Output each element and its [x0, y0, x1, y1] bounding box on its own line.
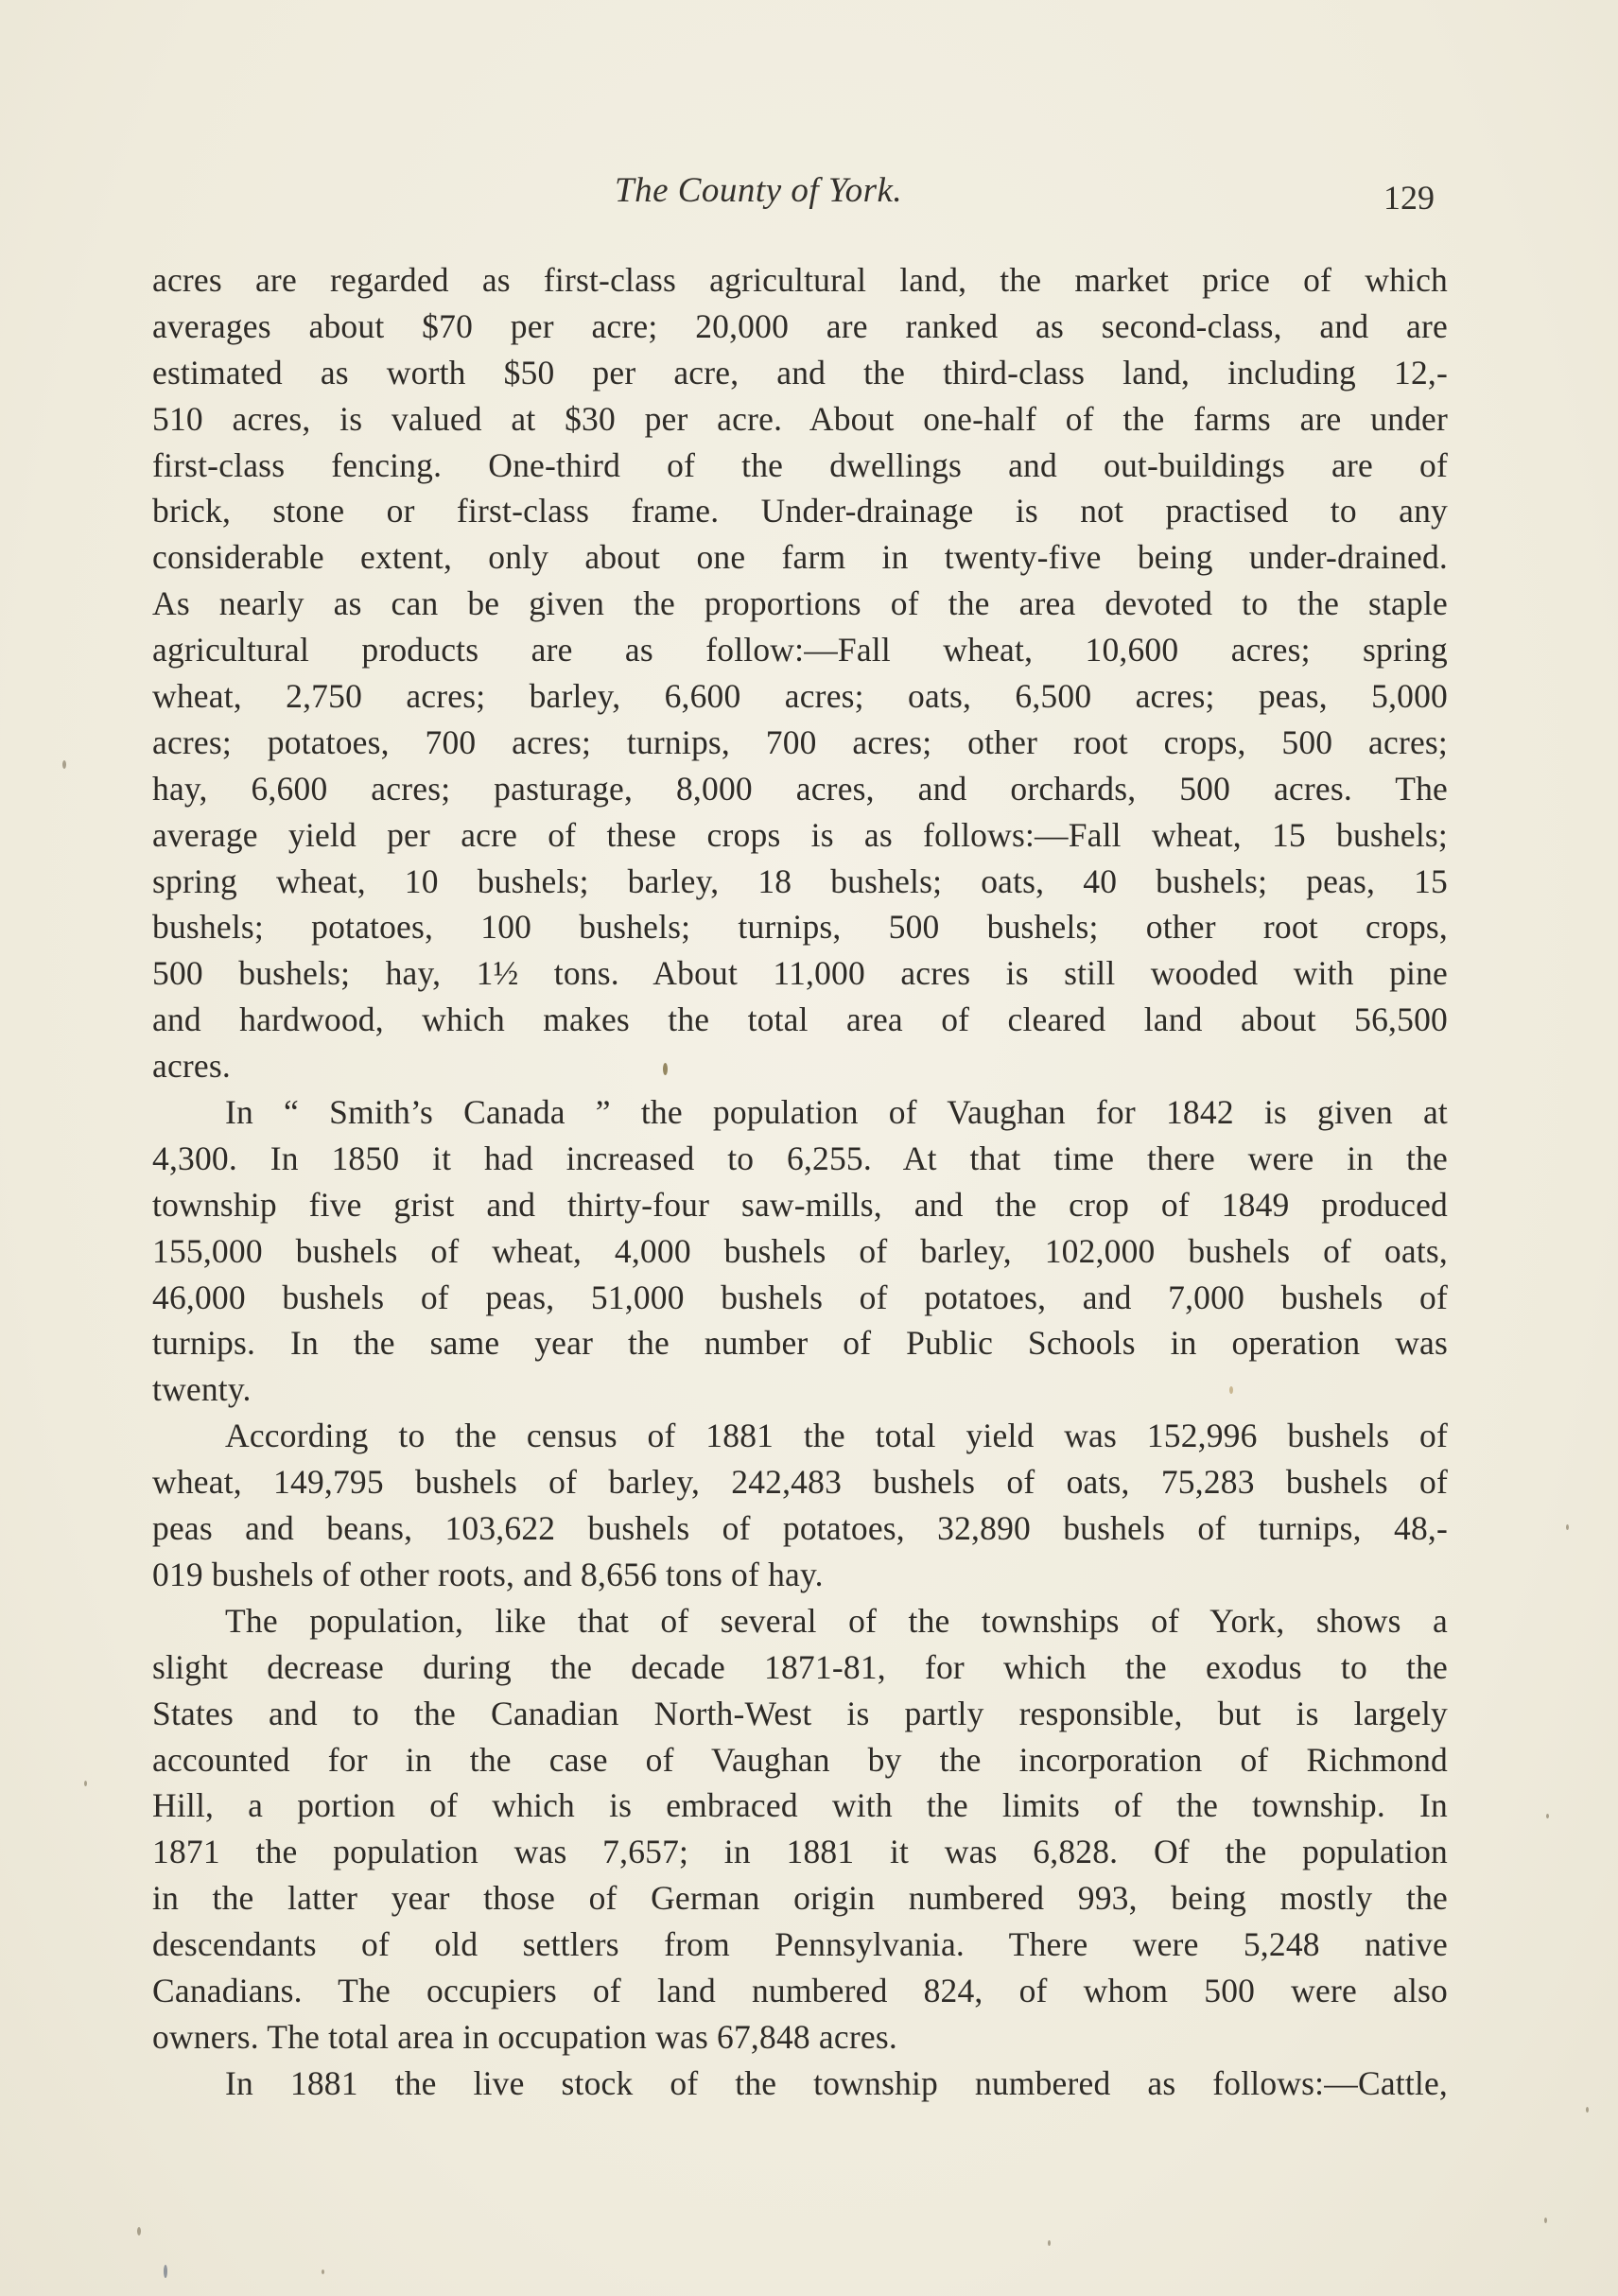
text-line: slight decrease during the decade 1871-81, for which the exodus to the	[152, 1647, 1448, 1686]
page-number: 129	[1383, 179, 1435, 217]
text-line: twenty.	[152, 1370, 252, 1409]
text-line: owners. The total area in occupation was 67,848 acres.	[152, 2017, 897, 2056]
text-line: acres are regarded as first-class agricultural land, the market price of which	[152, 261, 1448, 299]
text-line: brick, stone or first-class frame. Under-drainage is not practised to any	[152, 492, 1448, 531]
text-line: in the latter year those of German origin numbered 993, being mostly the	[152, 1879, 1448, 1918]
text-line: bushels; potatoes, 100 bushels; turnips, 500 bushels; other root crops,	[152, 908, 1448, 947]
text-line: Canadians. The occupiers of land numbered 824, of whom 500 were also	[152, 1971, 1448, 2009]
paper-speck	[164, 2265, 167, 2278]
paragraph-first-line: In “ Smith’s Canada ” the population of Vaughan for 1842 is given at	[225, 1093, 1448, 1132]
paper-speck	[62, 760, 66, 769]
paper-speck	[84, 1781, 87, 1786]
running-title: The County of York.	[615, 171, 903, 210]
paragraph-first-line: In 1881 the live stock of the township numbered as follows:—Cattle,	[225, 2063, 1448, 2102]
paper-speck	[663, 1063, 668, 1075]
running-head	[0, 166, 1618, 223]
text-line: 46,000 bushels of peas, 51,000 bushels of potatoes, and 7,000 bushels of	[152, 1278, 1448, 1316]
text-line: wheat, 2,750 acres; barley, 6,600 acres; oats, 6,500 acres; peas, 5,000	[152, 677, 1448, 716]
text-line: As nearly as can be given the proportions of the area devoted to the staple	[152, 584, 1448, 623]
text-line: 510 acres, is valued at $30 per acre. About one-half of the farms are under	[152, 399, 1448, 438]
text-line: descendants of old settlers from Pennsylvania. There were 5,248 native	[152, 1925, 1448, 1964]
text-line: acres.	[152, 1047, 231, 1086]
paper-speck	[1544, 2218, 1547, 2223]
text-line: accounted for in the case of Vaughan by the incorporation of Richmond	[152, 1740, 1448, 1779]
text-line: agricultural products are as follow:—Fall wheat, 10,600 acres; spring	[152, 631, 1448, 670]
text-line: turnips. In the same year the number of Public Schools in operation was	[152, 1324, 1448, 1363]
paper-speck	[1229, 1386, 1233, 1394]
text-line: 4,300. In 1850 it had increased to 6,255. At that time there were in the	[152, 1139, 1448, 1177]
text-line: estimated as worth $50 per acre, and the third-class land, including 12,-	[152, 353, 1448, 391]
text-line: spring wheat, 10 bushels; barley, 18 bushels; oats, 40 bushels; peas, 15	[152, 861, 1448, 900]
text-line: first-class fencing. One-third of the dwellings and out-buildings are of	[152, 445, 1448, 484]
paper-speck	[1546, 1814, 1549, 1818]
text-line: hay, 6,600 acres; pasturage, 8,000 acres, and orchards, 500 acres. The	[152, 769, 1448, 808]
text-line: 155,000 bushels of wheat, 4,000 bushels of barley, 102,000 bushels of oats,	[152, 1231, 1448, 1270]
text-line: 1871 the population was 7,657; in 1881 it was 6,828. Of the population	[152, 1833, 1448, 1871]
paper-speck	[137, 2227, 141, 2235]
text-line: peas and beans, 103,622 bushels of potatoes, 32,890 bushels of turnips, 48,-	[152, 1509, 1448, 1548]
paper-speck	[1586, 2107, 1589, 2113]
paper-speck	[322, 2270, 324, 2274]
text-line: township five grist and thirty-four saw-mills, and the crop of 1849 produced	[152, 1185, 1448, 1224]
text-line: averages about $70 per acre; 20,000 are ranked as second-class, and are	[152, 306, 1448, 345]
paper-speck	[1566, 1524, 1569, 1530]
text-line: Hill, a portion of which is embraced with the limits of the township. In	[152, 1786, 1448, 1825]
text-line: considerable extent, only about one farm in twenty-five being under-drained.	[152, 538, 1448, 577]
text-line: average yield per acre of these crops is as follows:—Fall wheat, 15 bushels;	[152, 815, 1448, 854]
paper-speck	[1048, 2240, 1051, 2246]
body-text	[152, 257, 1448, 2107]
text-line: 500 bushels; hay, 1½ tons. About 11,000 acres is still wooded with pine	[152, 954, 1448, 993]
text-line: acres; potatoes, 700 acres; turnips, 700 acres; other root crops, 500 acres;	[152, 722, 1448, 761]
paragraph-first-line: The population, like that of several of the townships of York, shows a	[225, 1601, 1448, 1640]
paragraph-first-line: According to the census of 1881 the total yield was 152,996 bushels of	[225, 1417, 1448, 1455]
text-line: and hardwood, which makes the total area of cleared land about 56,500	[152, 1000, 1448, 1039]
text-line: 019 bushels of other roots, and 8,656 tons of hay.	[152, 1555, 824, 1593]
text-line: wheat, 149,795 bushels of barley, 242,483 bushels of oats, 75,283 bushels of	[152, 1463, 1448, 1502]
text-line: States and to the Canadian North-West is partly responsible, but is largely	[152, 1694, 1448, 1732]
